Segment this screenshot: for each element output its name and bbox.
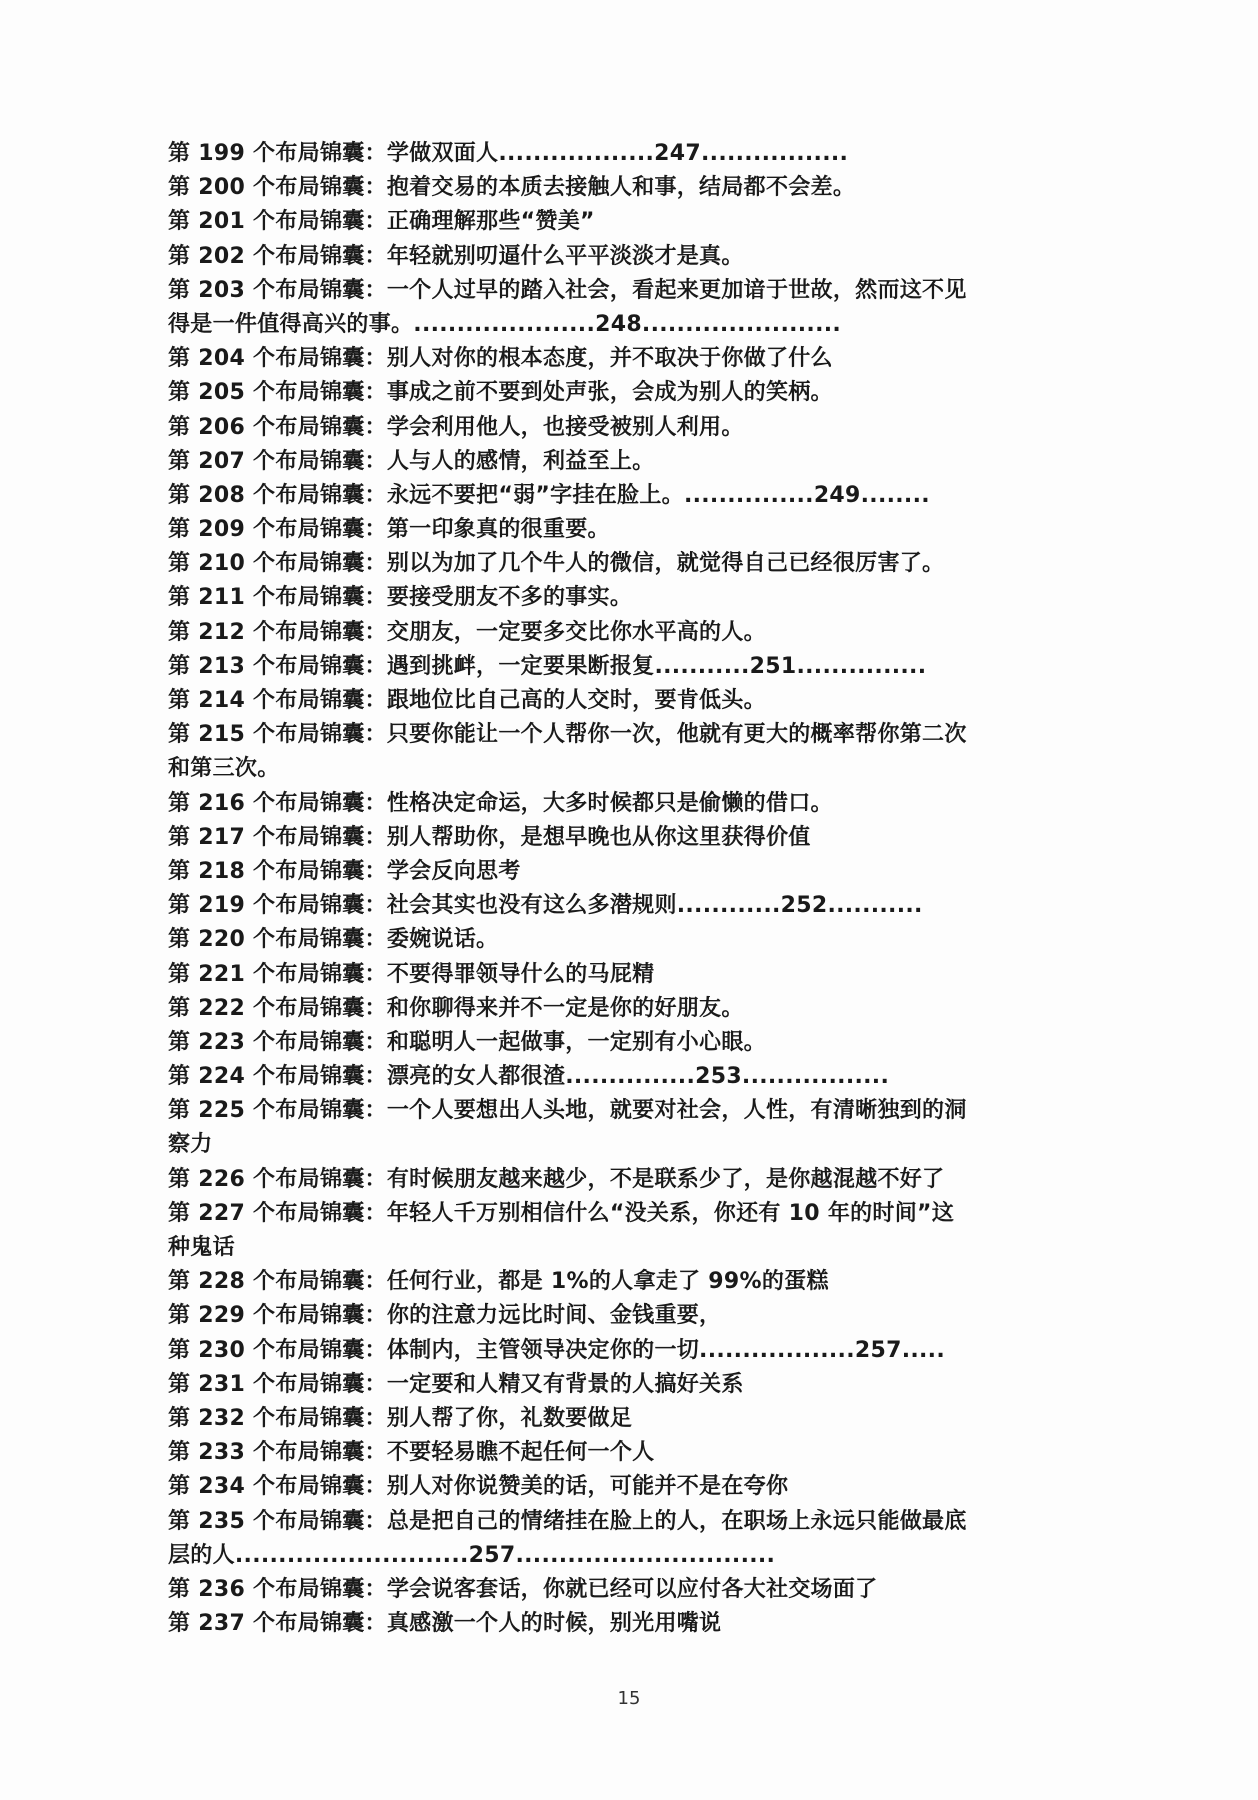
toc-line: 第 232 个布局锦囊：别人帮了你，礼数要做足 — [168, 1405, 633, 1431]
toc-line: 第 223 个布局锦囊：和聪明人一起做事，一定别有小心眼。 — [168, 1029, 766, 1055]
toc-line: 第 221 个布局锦囊：不要得罪领导什么的马屁精 — [168, 961, 655, 987]
toc-line: 种鬼话 — [168, 1235, 235, 1260]
toc-line: 第 213 个布局锦囊：遇到挑衅，一定要果断报复...........251............... — [168, 653, 927, 679]
toc-line: 第 224 个布局锦囊：漂亮的女人都很渣...............253................. — [168, 1064, 890, 1090]
toc-line: 第 208 个布局锦囊：永远不要把“弱”字挂在脸上。...............249........ — [168, 482, 930, 508]
toc-line: 第 234 个布局锦囊：别人对你说赞美的话，可能并不是在夸你 — [168, 1474, 789, 1500]
toc-line: 第 218 个布局锦囊：学会反向思考 — [168, 858, 521, 884]
toc-line: 和第三次。 — [168, 756, 280, 782]
toc-line: 察力 — [168, 1132, 213, 1158]
toc-line: 第 228 个布局锦囊：任何行业，都是 1%的人拿走了 99%的蛋糕 — [168, 1269, 829, 1295]
toc-line: 第 207 个布局锦囊：人与人的感情，利益至上。 — [168, 448, 655, 474]
toc-line: 得是一件值得高兴的事。.....................248....................... — [168, 311, 842, 337]
toc-line: 第 226 个布局锦囊：有时候朋友越来越少，不是联系少了，是你越混越不好了 — [168, 1166, 945, 1192]
toc-line: 第 215 个布局锦囊：只要你能让一个人帮你一次，他就有更大的概率帮你第二次 — [168, 722, 967, 748]
toc-line: 第 225 个布局锦囊：一个人要想出人头地，就要对社会，人性，有清晰独到的洞 — [168, 1098, 967, 1124]
toc-line: 第 220 个布局锦囊：委婉说话。 — [168, 927, 499, 953]
toc-line: 第 222 个布局锦囊：和你聊得来并不一定是你的好朋友。 — [168, 995, 744, 1021]
toc-line: 第 202 个布局锦囊：年轻就别叨逼什么平平淡淡才是真。 — [168, 243, 744, 269]
toc-line: 第 201 个布局锦囊：正确理解那些“赞美” — [168, 209, 595, 235]
toc-line: 第 237 个布局锦囊：真感激一个人的时候，别光用嘴说 — [168, 1611, 722, 1637]
toc-line: 第 211 个布局锦囊：要接受朋友不多的事实。 — [168, 585, 633, 611]
toc-line: 第 231 个布局锦囊：一定要和人精又有背景的人搞好关系 — [168, 1371, 744, 1397]
toc-line: 第 217 个布局锦囊：别人帮助你，是想早晚也从你这里获得价值 — [168, 824, 811, 850]
toc-line: 第 205 个布局锦囊：事成之前不要到处声张，会成为别人的笑柄。 — [168, 380, 833, 406]
toc-line: 第 214 个布局锦囊：跟地位比自己高的人交时，要肯低头。 — [168, 688, 766, 713]
toc-line: 第 203 个布局锦囊：一个人过早的踏入社会，看起来更加谙于世故，然而这不见 — [168, 277, 967, 303]
toc-line: 第 200 个布局锦囊：抱着交易的本质去接触人和事，结局都不会差。 — [168, 175, 856, 201]
toc-line: 第 227 个布局锦囊：年轻人千万别相信什么“没关系，你还有 10 年的时间”这 — [168, 1200, 955, 1226]
toc-line: 第 230 个布局锦囊：体制内，主管领导决定你的一切..................257..... — [168, 1337, 945, 1363]
toc-line: 第 206 个布局锦囊：学会利用他人，也接受被别人利用。 — [168, 414, 744, 440]
table-of-contents — [168, 137, 1083, 1641]
toc-line: 第 233 个布局锦囊：不要轻易瞧不起任何一个人 — [168, 1440, 655, 1466]
toc-line: 第 229 个布局锦囊：你的注意力远比时间、金钱重要， — [168, 1303, 722, 1329]
toc-line: 第 236 个布局锦囊：学会说客套话，你就已经可以应付各大社交场面了 — [168, 1576, 878, 1602]
toc-line: 层的人...........................257.............................. — [168, 1542, 776, 1568]
toc-line: 第 219 个布局锦囊：社会其实也没有这么多潜规则............252........... — [168, 893, 923, 919]
page-number: 15 — [617, 1688, 641, 1709]
toc-line: 第 235 个布局锦囊：总是把自己的情绪挂在脸上的人，在职场上永远只能做最底 — [168, 1508, 967, 1534]
toc-line: 第 209 个布局锦囊：第一印象真的很重要。 — [168, 517, 610, 543]
toc-line: 第 212 个布局锦囊：交朋友，一定要多交比你水平高的人。 — [168, 619, 766, 645]
toc-line: 第 210 个布局锦囊：别以为加了几个牛人的微信，就觉得自己已经很厉害了。 — [168, 551, 945, 577]
toc-line: 第 216 个布局锦囊：性格决定命运，大多时候都只是偷懒的借口。 — [168, 790, 833, 816]
toc-line: 第 204 个布局锦囊：别人对你的根本态度，并不取决于你做了什么 — [168, 346, 833, 372]
toc-line: 第 199 个布局锦囊：学做双面人..................247................. — [168, 141, 849, 166]
